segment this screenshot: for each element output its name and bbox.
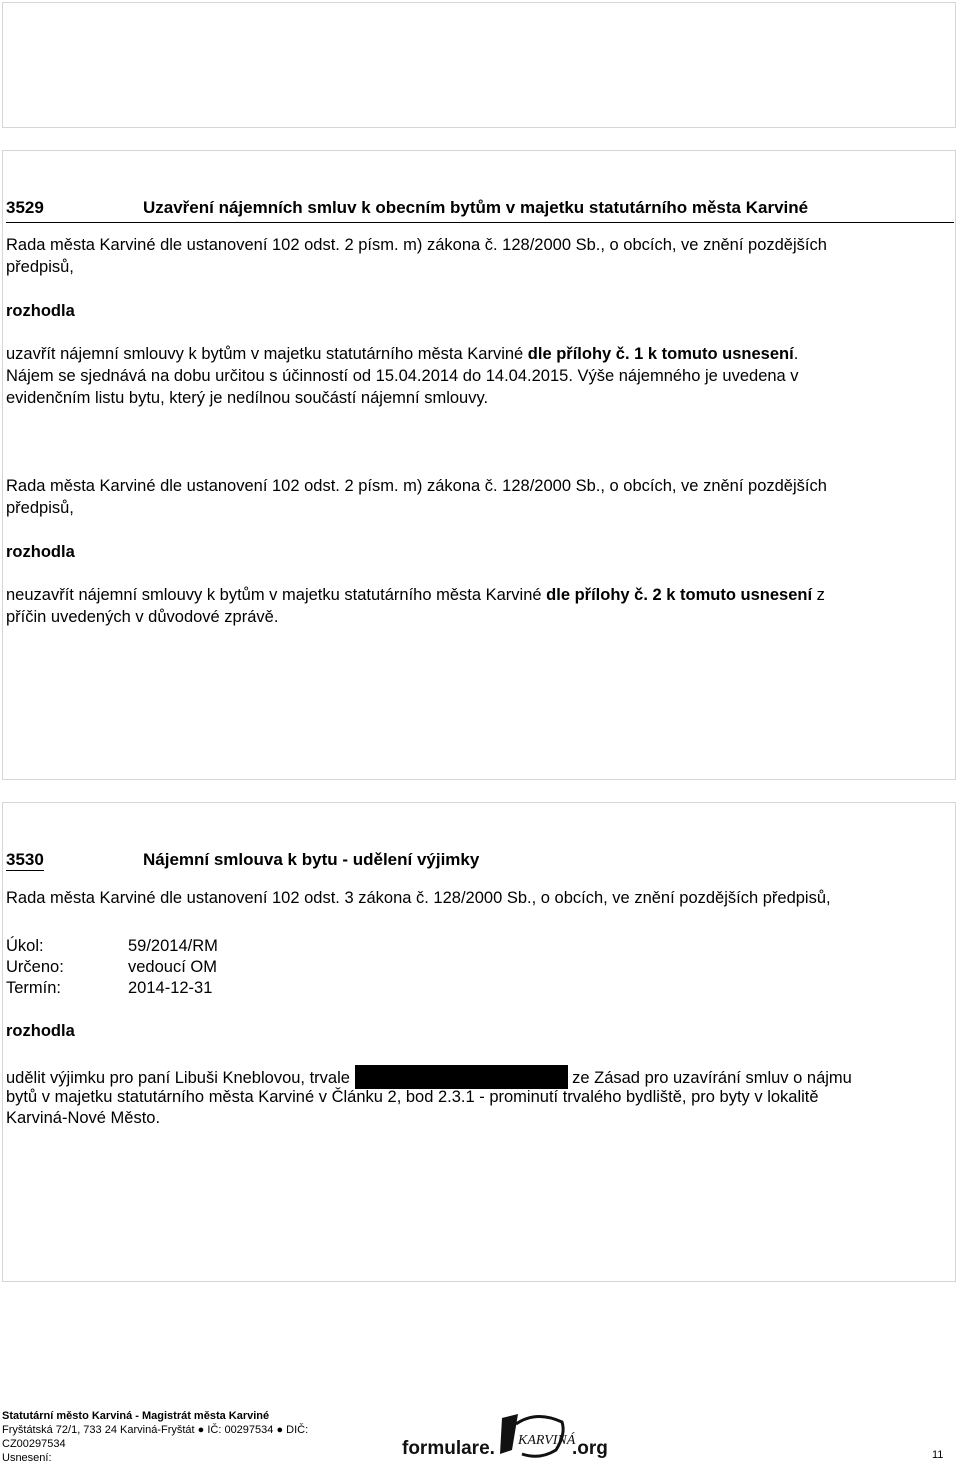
resolution-number: 3530 bbox=[6, 850, 44, 869]
resolution-3530-heading bbox=[6, 850, 954, 873]
attachment-reference: dle přílohy č. 1 k tomuto usnesení bbox=[527, 345, 794, 363]
resolution-number: 3529 bbox=[6, 198, 44, 217]
attachment-reference: dle přílohy č. 2 k tomuto usnesení bbox=[546, 586, 813, 604]
decision-label: rozhodla bbox=[6, 543, 75, 561]
assigned-value: vedoucí OM bbox=[128, 958, 217, 976]
resolution-title: Nájemní smlouva k bytu - udělení výjimky bbox=[143, 850, 480, 869]
resolution-title: Uzavření nájemních smluv k obecním bytům v majetku statutárního města Karviné bbox=[143, 198, 809, 217]
deadline-label: Termín: bbox=[6, 979, 62, 997]
decision-text: udělit výjimku pro paní Libuši Kneblovou, trvale ze Zásad pro uzavírání smluv o nájmu bytů v majetku statutárního města Karviné v Článku 2, bod 2.3.1 - prominutí trvalého bydliště, pro byty v lokalitě Karviná-Nové Město. bbox=[6, 1065, 946, 1129]
svg-text:KARVINÁ: KARVINÁ bbox=[518, 1433, 576, 1448]
assigned-label: Určeno: bbox=[6, 958, 64, 976]
footer-resolutions-label: Usnesení: bbox=[2, 1452, 52, 1464]
task-label: Úkol: bbox=[6, 937, 44, 955]
formulare-watermark-logo bbox=[402, 1408, 612, 1462]
task-block bbox=[6, 935, 406, 998]
footer bbox=[2, 1409, 332, 1465]
decision-text: neuzavřít nájemní smlouvy k bytům v majetku statutárního města Karviné dle přílohy č. 2 k tomuto usnesení z příčin uvedených v důvodové zprávě. bbox=[6, 586, 825, 626]
resolution-3530-box bbox=[2, 802, 956, 1282]
page-number: 11 bbox=[932, 1449, 944, 1461]
svg-text:.org: .org bbox=[572, 1438, 608, 1459]
resolution-3529-heading bbox=[6, 198, 954, 223]
footer-org: Statutární město Karviná - Magistrát města Karviné bbox=[2, 1410, 270, 1422]
legal-basis: Rada města Karviné dle ustanovení 102 odst. 3 zákona č. 128/2000 Sb., o obcích, ve znění pozdějších předpisů, bbox=[6, 889, 831, 907]
header-blank-area bbox=[2, 2, 956, 128]
decision-label: rozhodla bbox=[6, 302, 75, 320]
legal-basis: Rada města Karviné dle ustanovení 102 odst. 2 písm. m) zákona č. 128/2000 Sb., o obcích, ve znění pozdějších předpisů, bbox=[6, 236, 827, 276]
svg-text:formulare.: formulare. bbox=[402, 1438, 495, 1459]
deadline-value: 2014-12-31 bbox=[128, 979, 213, 997]
legal-basis: Rada města Karviné dle ustanovení 102 odst. 2 písm. m) zákona č. 128/2000 Sb., o obcích, ve znění pozdějších předpisů, bbox=[6, 477, 827, 517]
footer-vat: CZ00297534 bbox=[2, 1438, 66, 1450]
decision-text: uzavřít nájemní smlouvy k bytům v majetku statutárního města Karviné dle přílohy č. 1 k tomuto usnesení. Nájem se sjednává na dobu určitou s účinností od 15.04.2014 do 14.04.2015. Výše nájemného je uvedena v evidenčním listu bytu, který je nedílnou součástí nájemní smlouvy. bbox=[6, 345, 799, 407]
footer-address: Fryštátská 72/1, 733 24 Karviná-Fryštát ● IČ: 00297534 ● DIČ: bbox=[2, 1424, 309, 1436]
decision-label: rozhodla bbox=[6, 1022, 75, 1040]
task-value: 59/2014/RM bbox=[128, 937, 218, 955]
watermark-graphic bbox=[402, 1408, 612, 1462]
